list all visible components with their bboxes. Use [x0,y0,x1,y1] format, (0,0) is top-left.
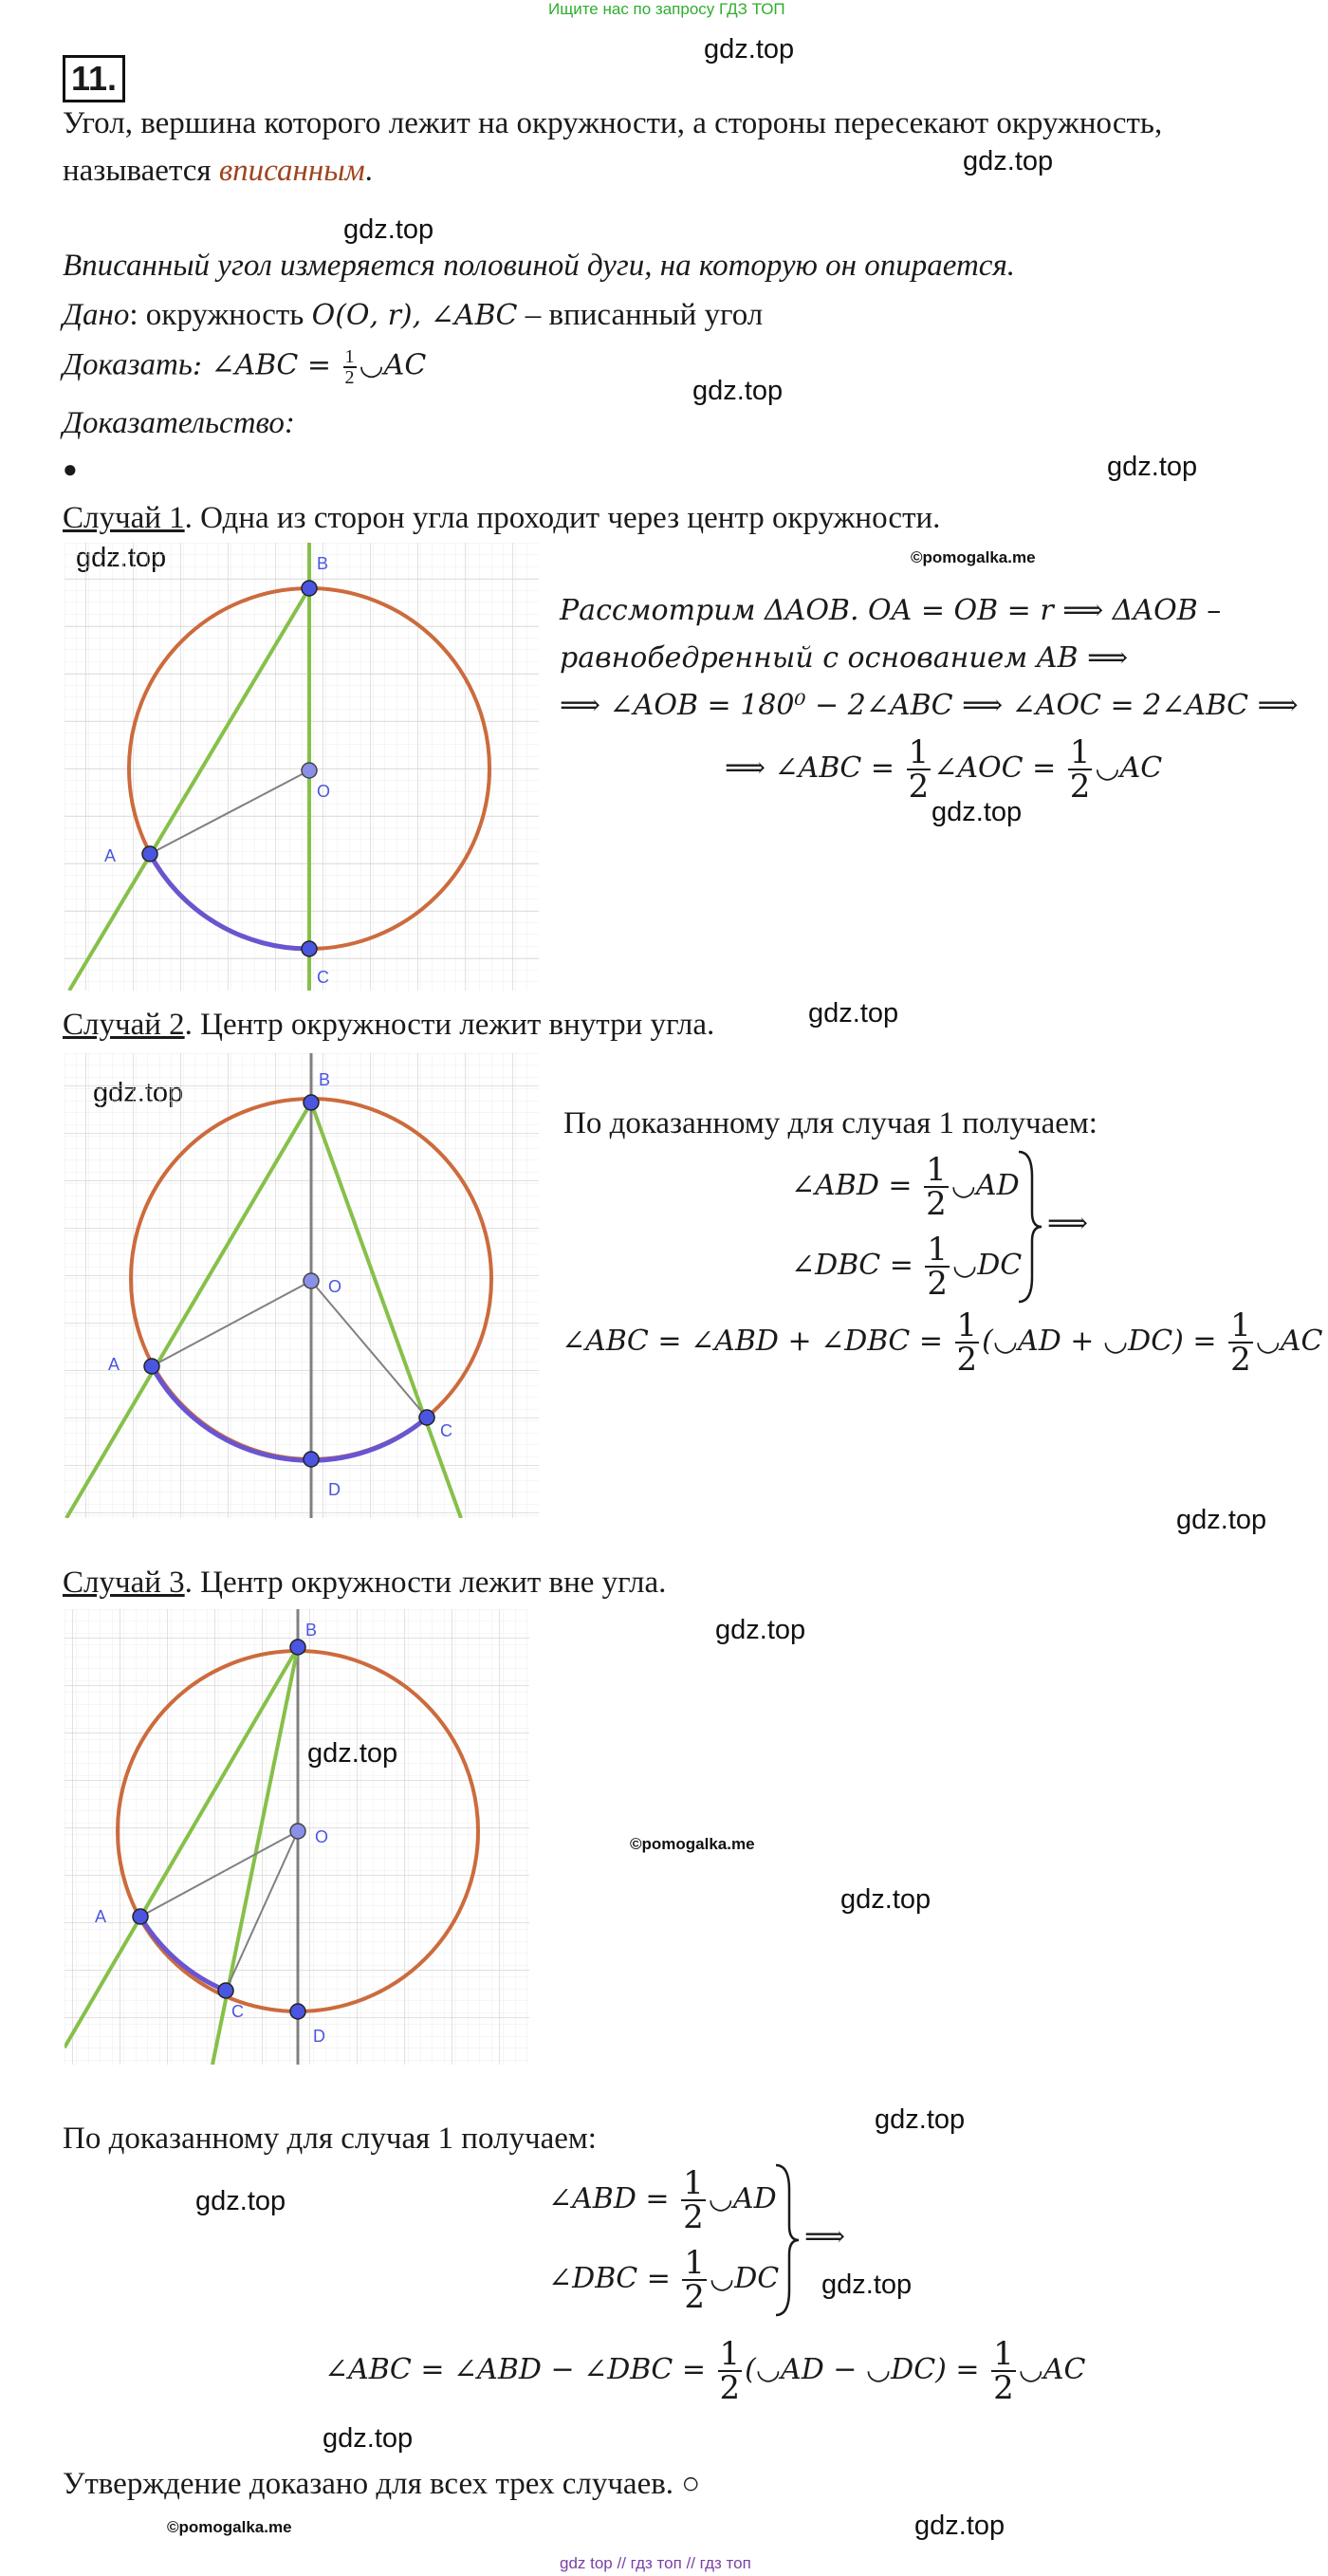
frac-den: 2 [926,1185,947,1223]
label-c: C [440,1421,452,1440]
label-a: A [104,846,117,865]
watermark: gdz.top [307,1738,398,1769]
label-a: A [108,1355,120,1374]
watermark: gdz.top [840,1884,931,1915]
footer-links: gdz top // гдз топ // гдз топ [560,2554,751,2572]
half-fraction [924,1151,949,1223]
half-fraction [1068,733,1093,806]
case2-intro: По доказанному для случая 1 получаем: [563,1106,1097,1140]
proof-label: Доказательство: [63,406,295,440]
frac-num: 1 [956,1307,978,1344]
case2-implies: ⟹ [1047,1207,1089,1240]
eq-part: (◡𝐴𝐷 − ◡𝐷𝐶) = [745,2353,989,2386]
point-d [290,2004,305,2019]
point-b [290,1640,305,1655]
label-c: C [317,968,329,987]
case1-line-1: Рассмотрим Δ𝐴𝑂𝐵. 𝑂𝐴 = 𝑂𝐵 = 𝑟 ⟹ Δ𝐴𝑂𝐵 – [560,594,1222,627]
point-a [144,1359,159,1374]
point-o [290,1824,305,1839]
eq-part: ∠𝐴𝑂𝐶 = [933,751,1065,785]
task-number: 11. [63,55,125,102]
watermark: gdz.top [343,214,434,245]
label-o: O [317,782,331,801]
intro-line-1: Угол, вершина которого лежит на окружности, а стороны пересекают окружность, [63,106,1163,140]
half-fraction [925,1231,950,1303]
frac-num: 1 [344,346,355,367]
watermark: gdz.top [931,797,1023,827]
watermark: gdz.top [914,2511,1005,2541]
frac-num: 1 [719,2335,741,2373]
prove-label: Доказать [63,347,193,382]
eq-part: ◡𝐷𝐶 [952,1249,1023,1282]
prove-lhs: : ∠𝐴𝐵𝐶 = [192,348,341,382]
frac-den: 2 [927,1265,949,1303]
frac-den: 2 [684,2278,706,2316]
point-o [304,1273,319,1288]
label-d: D [328,1480,341,1499]
point-d [304,1452,319,1467]
point-c [218,1983,233,1998]
point-c [302,941,317,956]
point-a [133,1909,148,1924]
eq-part: ∠𝐷𝐵𝐶 = [548,2262,680,2295]
frac-num: 1 [684,2244,706,2282]
case1-line-2: равнобедренный с основанием 𝐴𝐵 ⟹ [560,641,1129,675]
copyright: ©pomogalka.me [167,2518,292,2536]
right-brace [1015,1148,1043,1306]
watermark: gdz.top [715,1615,806,1645]
point-b [304,1095,319,1110]
case2-eq-2 [791,1231,1023,1303]
given-text: : окружность [129,298,312,332]
eq-part: ∠𝐴𝐵𝐷 = [791,1169,922,1202]
prove-fraction [343,347,357,387]
case2-title-text: . Центр окружности лежит внутри угла. [184,1008,715,1042]
half-fraction [955,1307,980,1379]
intro-suffix: . [364,154,373,188]
term-inscribed: вписанным [218,154,365,188]
half-fraction [907,733,931,806]
eq-part: ◡𝐴𝐶 [1095,751,1163,785]
half-fraction [1228,1307,1253,1379]
eq-part: ◡𝐴𝐷 [950,1169,1020,1202]
case3-diagram [65,1609,529,2065]
frac-den: 2 [719,2369,741,2407]
point-b [302,581,317,596]
right-brace [772,2161,801,2319]
label-b: B [317,554,329,573]
bullet: ● [63,455,78,483]
case3-eq-2 [548,2244,780,2316]
case1-line-4 [725,733,1163,806]
case2-eq-1 [791,1151,1020,1223]
half-fraction [682,2244,707,2316]
case1-diagram [65,543,539,991]
frac-num: 1 [1230,1307,1251,1344]
eq-part: (◡𝐴𝐷 + ◡𝐷𝐶) = [982,1325,1227,1358]
label-b: B [319,1070,331,1089]
watermark: gdz.top [1176,1505,1267,1535]
theorem: Вписанный угол измеряется половиной дуги, на которую он опирается. [63,249,1016,283]
case3-title [63,1566,666,1601]
point-o [302,763,317,778]
given-label: Дано [63,298,130,332]
watermark: gdz.top [704,34,795,65]
case1-title [63,501,940,536]
frac-den: 2 [1230,1341,1251,1379]
watermark: gdz.top [1107,452,1198,482]
conclusion: Утверждение доказано для всех трех случаев. ○ [63,2467,701,2501]
case2-diagram [65,1053,539,1518]
grid-major [65,543,539,991]
eq-part: ∠𝐴𝐵𝐷 = [548,2182,679,2215]
frac-num: 1 [1069,733,1091,771]
given [63,298,763,333]
frac-den: 2 [956,1341,978,1379]
case3-final [324,2335,1086,2407]
frac-num: 1 [908,733,930,771]
half-fraction [681,2164,706,2236]
case3-implies: ⟹ [804,2220,846,2253]
case1-line-3: ⟹ ∠𝐴𝑂𝐵 = 180⁰ − 2∠𝐴𝐵𝐶 ⟹ ∠𝐴𝑂𝐶 = 2∠𝐴𝐵𝐶 ⟹ [560,689,1299,722]
watermark: gdz.top [692,376,784,406]
watermark: gdz.top [821,2270,913,2300]
case3-eq-1 [548,2164,777,2236]
case1-label: Случай 1 [63,501,185,535]
prove [63,347,426,387]
label-d: D [313,2027,325,2046]
given-math: 𝑂(𝑂, 𝑟), ∠𝐴𝐵𝐶 [311,299,518,332]
eq-part: ∠𝐴𝐵𝐶 = ∠𝐴𝐵𝐷 + ∠𝐷𝐵𝐶 = [562,1325,952,1358]
frac-den: 2 [993,2369,1014,2407]
frac-den: 2 [1069,768,1091,806]
frac-den: 2 [344,367,355,388]
copyright: ©pomogalka.me [630,1835,755,1853]
eq-part: ◡𝐴𝐶 [1255,1325,1323,1358]
frac-num: 1 [926,1151,947,1189]
point-a [142,846,157,862]
intro-prefix: называется [63,154,219,188]
frac-den: 2 [908,768,930,806]
watermark: gdz.top [963,146,1054,176]
frac-num: 1 [927,1231,949,1269]
prove-rhs: ◡𝐴𝐶 [359,348,427,382]
half-fraction [718,2335,743,2407]
eq-part: ◡𝐴𝐷 [708,2182,777,2215]
eq-part: ∠𝐷𝐵𝐶 = [791,1249,923,1282]
given-tail: – вписанный угол [517,298,764,332]
frac-den: 2 [683,2198,704,2236]
eq-part: ∠𝐴𝐵𝐶 = ∠𝐴𝐵𝐷 − ∠𝐷𝐵𝐶 = [324,2353,715,2386]
watermark: gdz.top [323,2423,414,2454]
case2-final [562,1307,1323,1379]
label-a: A [95,1907,107,1926]
intro-line-2 [63,154,373,189]
case2-label: Случай 2 [63,1008,185,1042]
watermark: gdz.top [808,998,899,1029]
frac-num: 1 [683,2164,704,2202]
case1-title-text: . Одна из сторон угла проходит через центр окружности. [184,501,941,535]
frac-num: 1 [993,2335,1014,2373]
label-c: C [231,2002,244,2021]
case3-label: Случай 3 [63,1566,185,1600]
label-o: O [315,1827,329,1846]
point-c [419,1410,434,1425]
copyright: ©pomogalka.me [911,548,1036,566]
label-b: B [305,1621,318,1640]
watermark: gdz.top [875,2104,966,2135]
case3-title-text: . Центр окружности лежит вне угла. [184,1566,667,1600]
eq-part: ⟹ ∠𝐴𝐵𝐶 = [725,751,904,785]
case2-title [63,1008,714,1043]
watermark: gdz.top [195,2186,286,2216]
eq-part: ◡𝐴𝐶 [1018,2353,1086,2386]
eq-part: ◡𝐷𝐶 [710,2262,780,2295]
half-fraction [991,2335,1016,2407]
top-banner: Ищите нас по запросу ГДЗ ТОП [548,0,785,18]
case3-intro: По доказанному для случая 1 получаем: [63,2122,597,2156]
label-o: O [328,1277,342,1296]
